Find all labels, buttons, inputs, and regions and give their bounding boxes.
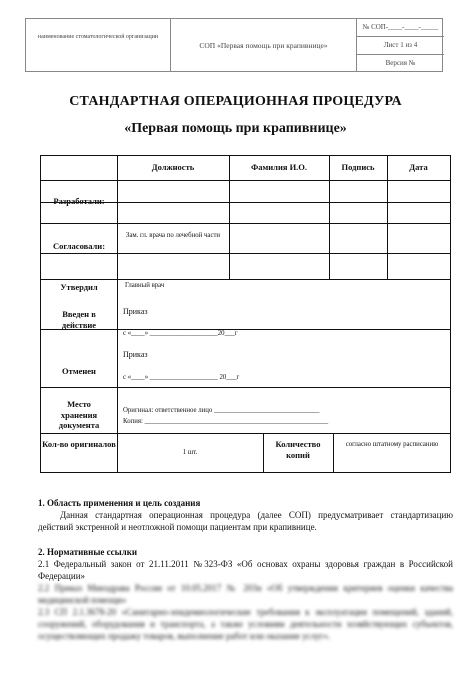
section-1-text: Данная стандартная операционная процедура (далее СОП) предусматривает стандартизацию действий экстренной и неотложной помощи пациентам при крапивнице. [38, 510, 453, 532]
organization-name: наименование стоматологической организации [26, 19, 171, 71]
introduced-date-line: с «____» ____________________20___г [123, 330, 238, 337]
section-1-heading: 1. Область применения и цель создания [38, 498, 201, 508]
section-2-2-text: 2.2 Приказ Минздрава России от 10.05.2017 № 203н «Об утверждении критериев оценки качества медицинской помощи» [38, 583, 453, 605]
row-label-introduced: Введен в действие [61, 309, 97, 330]
document-header [25, 18, 443, 72]
section-2-3-blurred: 2.3 СП 2.1.3678-20 «Санитарно-эпидемиологические требования к эксплуатации помещений, зданий, сооружений, оборудования и транспорта, а также условиям деятельности хозяйствующих субъектов, осуществляющих продажу товаров, выполнение работ или оказание услуг». [38, 607, 453, 641]
document-subtitle: «Первая помощь при крапивнице» [124, 121, 347, 136]
cancelled-order: Приказ [123, 350, 148, 359]
approved-position: Главный врач [125, 282, 165, 289]
col-header-position: Должность [151, 162, 195, 172]
copies-value: согласно штатному расписанию [345, 441, 439, 448]
row-label-agreed: Согласовали: [52, 241, 106, 251]
introduced-order: Приказ [123, 307, 148, 316]
sheet-number: Лист 1 из 4 [357, 37, 444, 55]
row-label-developed: Разработали: [53, 196, 105, 206]
originals-count-value: 1 шт. [182, 449, 198, 456]
section-2-heading: 2. Нормативные ссылки [38, 547, 138, 557]
storage-original: Оригинал: ответственное лицо _______________________________ [123, 407, 320, 414]
agreed-position: Зам. гл. врача по лечебной части [125, 232, 221, 239]
row-label-cancelled: Отменен [62, 366, 96, 376]
copies-label: Количество копий [275, 439, 321, 460]
row-label-originals-count: Кол-во оригиналов [42, 439, 116, 449]
version-number: Версия № [385, 59, 416, 67]
header-meta [357, 19, 444, 71]
cancelled-date-line: с «____» ____________________ 20___г [123, 374, 240, 381]
storage-copy: Копия: ______________________________________________________ [123, 418, 329, 425]
approval-table [40, 155, 451, 473]
document-title: СТАНДАРТНАЯ ОПЕРАЦИОННАЯ ПРОЦЕДУРА [69, 94, 402, 109]
col-header-name: Фамилия И.О. [250, 162, 308, 172]
section-2-1-text: 2.1 Федеральный закон от 21.11.2011 №323-ФЗ «Об основах охраны здоровья граждан в Российской Федерации» [38, 559, 453, 581]
sop-short-title: СОП «Первая помощь при крапивнице» [171, 19, 357, 71]
col-header-signature: Подпись [341, 162, 375, 172]
sop-number: № СОП-____-____-_____ [357, 19, 444, 37]
row-label-storage: Место хранения документа [58, 399, 100, 430]
col-header-date: Дата [409, 162, 428, 172]
row-label-approved: Утвердил [60, 282, 98, 292]
section-2-3-text [38, 606, 453, 642]
